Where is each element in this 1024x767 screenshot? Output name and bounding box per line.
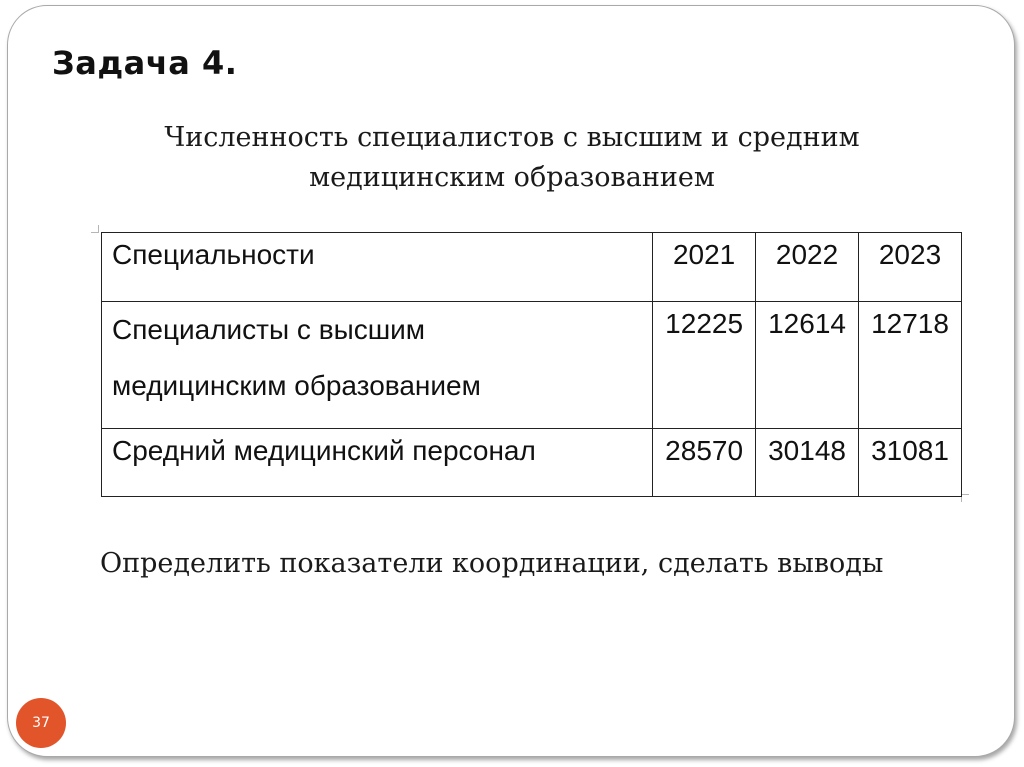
table-corner-mark-top-left	[91, 225, 99, 233]
row-label-higher-education	[102, 302, 653, 429]
slide-title: Задача 4.	[52, 44, 238, 82]
cell-value-2023: 31081	[859, 429, 962, 497]
row-label-line-2: медицинским образованием	[112, 370, 481, 401]
table-corner-mark-bottom-right	[961, 494, 969, 502]
cell-value-2021: 12225	[653, 302, 756, 429]
cell-value-2022: 30148	[756, 429, 859, 497]
header-year-2022: 2022	[756, 233, 859, 302]
cell-value-2023: 12718	[859, 302, 962, 429]
slide-subtitle	[100, 118, 924, 198]
table-row	[102, 429, 962, 497]
header-specialties: Специальности	[102, 233, 653, 302]
subtitle-line-1: Численность специалистов с высшим и средним	[164, 122, 860, 153]
header-year-2021: 2021	[653, 233, 756, 302]
table-row	[102, 302, 962, 429]
cell-value-2021: 28570	[653, 429, 756, 497]
header-year-2023: 2023	[859, 233, 962, 302]
specialists-table	[101, 232, 962, 497]
table-header-row	[102, 233, 962, 302]
page-number-badge: 37	[16, 698, 66, 748]
row-label-secondary-staff: Средний медицинский персонал	[102, 429, 653, 497]
cell-value-2022: 12614	[756, 302, 859, 429]
task-instruction: Определить показатели координации, сделать выводы	[100, 548, 884, 579]
row-label-line-1: Специалисты с высшим	[112, 314, 426, 345]
subtitle-line-2: медицинским образованием	[309, 162, 715, 193]
